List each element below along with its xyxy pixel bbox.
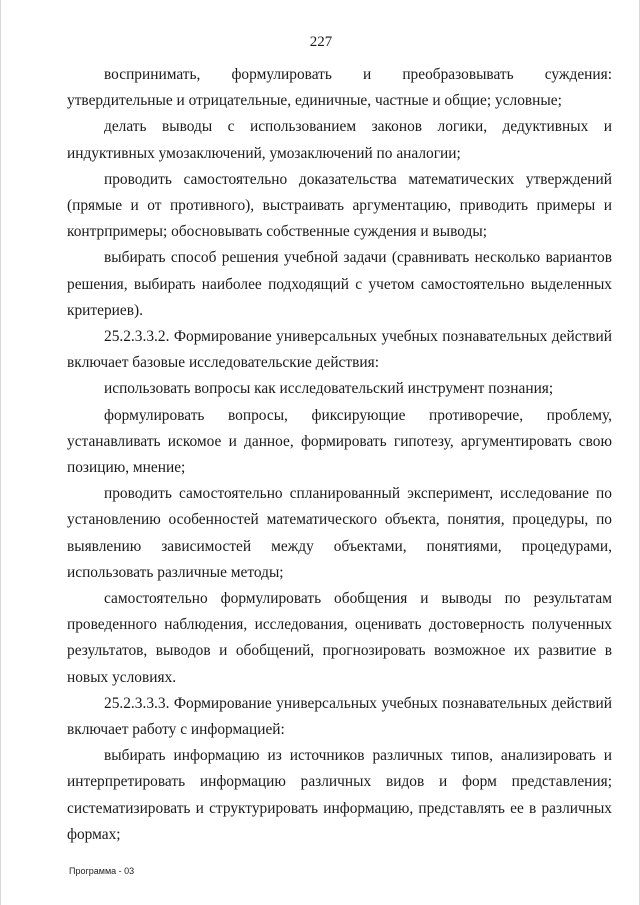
paragraph: воспринимать, формулировать и преобразовывать суждения: утвердительные и отрицательные, единичные, частные и общие; условные;: [67, 66, 612, 110]
paragraph: проводить самостоятельно доказательства математических утверждений (прямые и от противного), выстраивать аргументацию, приводить примеры и контрпримеры; обосновывать собственные суждения и выводы;: [67, 170, 612, 241]
paragraph: выбирать способ решения учебной задачи (сравнивать несколько вариантов решения, выбирать наиболее подходящий с учетом самостоятельно выделенных критериев).: [67, 249, 612, 319]
paragraph: делать выводы с использованием законов логики, дедуктивных и индуктивных умозаключений, умозаключений по аналогии;: [67, 118, 612, 162]
section-heading-paragraph: 25.2.3.3.2. Формирование универсальных учебных познавательных действий включает базовые исследовательские действия:: [67, 328, 612, 372]
paragraph: самостоятельно формулировать обобщения и выводы по результатам проведенного наблюдения, исследования, оценивать достоверность полученных результатов, выводов и обобщений, прогнозировать возможное их развитие в новых условиях.: [67, 590, 612, 686]
paragraph: проводить самостоятельно спланированный эксперимент, исследование по установлению особенностей математического объекта, понятия, процедуры, по выявлению зависимостей между объектами, понятиями, процедурами, использовать различные методы;: [67, 485, 612, 581]
paragraph: формулировать вопросы, фиксирующие противоречие, проблему, устанавливать искомое и данное, формировать гипотезу, аргументировать свою позицию, мнение;: [67, 406, 612, 477]
section-heading-paragraph: 25.2.3.3.3. Формирование универсальных учебных познавательных действий включает работу с информацией:: [67, 694, 612, 739]
page-number: 227: [309, 34, 333, 50]
footer-label: Программа - 03: [69, 866, 135, 876]
paragraph: выбирать информацию из источников различных типов, анализировать и интерпретировать информацию различных видов и форм представления; систематизировать и структурировать информацию, представлять ее в различных формах;: [67, 747, 612, 843]
document-body: [67, 62, 612, 848]
paragraph: использовать вопросы как исследовательский инструмент познания;: [104, 380, 554, 398]
